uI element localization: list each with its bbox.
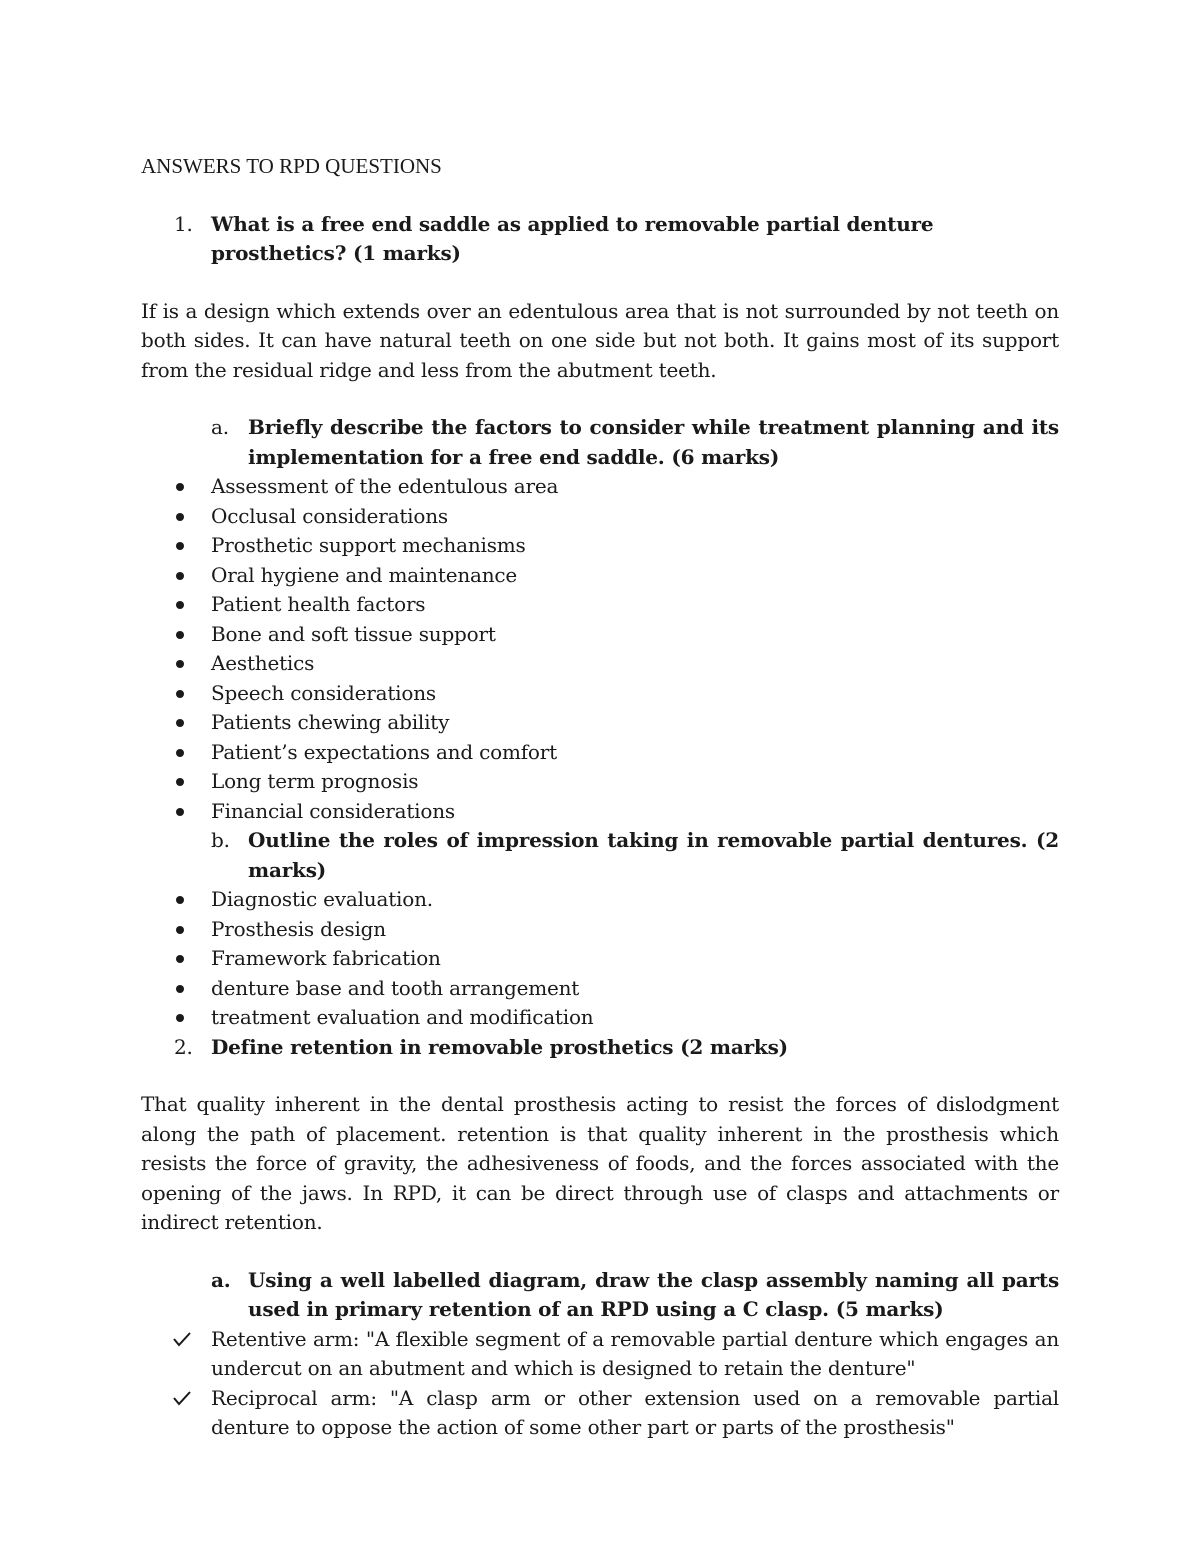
list-item-text: Speech considerations [211,680,436,705]
bullet-icon [176,483,184,491]
question-2-text: Define retention in removable prosthetics (2 marks) [211,1034,788,1059]
question-2 [141,1033,1059,1063]
list-item [141,767,1059,797]
bullet-icon [176,631,184,639]
bullet-icon [176,1014,184,1022]
question-2a [141,1266,1059,1325]
list-item-text: Patient health factors [211,592,426,616]
question-1a-text: Briefly describe the factors to consider while treatment planning and its implementation for a free end saddle. (6 marks) [248,415,1059,469]
list-item-text: Retentive arm: "A flexible segment of a removable partial denture which engages an undercut on an abutment and which is designed to retain the denture" [211,1326,1059,1380]
question-2a-text: Using a well labelled diagram, draw the clasp assembly naming all parts used in primary retention of an RPD using a C clasp. (5 marks) [248,1267,1059,1321]
question-1-number: 1. [174,211,193,236]
list-item [141,679,1059,709]
question-1a-letter: a. [211,415,229,439]
bullet-icon [176,513,184,521]
list-item [141,1003,1059,1033]
list-item [141,797,1059,827]
bullet-icon [176,690,184,698]
bullet-icon [176,572,184,580]
list-item [141,885,1059,915]
question-1-answer: If is a design which extends over an edentulous area that is not surrounded by not teeth on both sides. It can have natural teeth on one side but not both. It gains most of its support from the residual ridge and less from the abutment teeth. [141,298,1059,382]
list-item-text: Aesthetics [211,651,315,675]
list-item-text: Patient’s expectations and comfort [211,739,557,764]
bullet-icon [176,896,184,904]
checkmark-icon [172,1390,192,1406]
list-item-text: Bone and soft tissue support [211,621,496,646]
list-item [141,738,1059,768]
question-1b-text: Outline the roles of impression taking in removable partial dentures. (2 marks) [248,828,1059,882]
bullet-icon [176,719,184,727]
document-page [141,152,1059,1443]
checkmark-icon [172,1331,192,1347]
question-2a-check-list [141,1325,1059,1443]
question-1-text: What is a free end saddle as applied to removable partial denture prosthetics? (1 marks) [211,211,934,265]
list-item [141,590,1059,620]
list-item [141,472,1059,502]
list-item-text: Patients chewing ability [211,710,450,734]
list-item-text: Assessment of the edentulous area [211,474,559,498]
list-item [141,561,1059,591]
list-item [141,1325,1059,1384]
bullet-icon [176,808,184,816]
bullet-icon [176,926,184,934]
list-item-text: Framework fabrication [211,946,441,970]
list-item-text: denture base and tooth arrangement [211,975,580,1000]
question-1a [141,413,1059,472]
bullet-icon [176,660,184,668]
list-item-text: Prosthetic support mechanisms [211,533,526,557]
bullet-icon [176,542,184,550]
list-item [141,502,1059,532]
list-item [141,620,1059,650]
bullet-icon [176,985,184,993]
list-item [141,531,1059,561]
list-item-text: Long term prognosis [211,769,419,793]
list-item-text: Reciprocal arm: "A clasp arm or other extension used on a removable partial denture to oppose the action of some other part or parts of the prosthesis" [211,1385,1059,1439]
question-1 [141,210,1059,269]
document-title: ANSWERS TO RPD QUESTIONS [141,154,442,178]
list-item [141,974,1059,1004]
bullet-icon [176,778,184,786]
question-1a-bullet-list [141,472,1059,826]
list-item-text: Diagnostic evaluation. [211,887,433,911]
question-2-answer: That quality inherent in the dental prosthesis acting to resist the forces of dislodgment along the path of placement. retention is that quality inherent in the prosthesis which resists the force of gravity, the adhesiveness of foods, and the forces associated with the opening of the jaws. In RPD, it can be direct through use of clasps and attachments or indirect retention. [141,1092,1059,1234]
list-item-text: Financial considerations [211,798,455,823]
list-item-text: treatment evaluation and modification [211,1005,594,1029]
question-1b [141,826,1059,885]
list-item [141,649,1059,679]
question-1b-letter: b. [211,828,230,852]
bullet-icon [176,601,184,609]
bullet-icon [176,749,184,757]
list-item [141,915,1059,945]
list-item [141,708,1059,738]
list-item [141,944,1059,974]
list-item-text: Occlusal considerations [211,503,448,528]
list-item-text: Prosthesis design [211,916,386,941]
question-2a-letter: a. [211,1267,231,1292]
question-2-number: 2. [174,1034,193,1059]
question-1b-bullet-list [141,885,1059,1033]
bullet-icon [176,955,184,963]
list-item [141,1384,1059,1443]
list-item-text: Oral hygiene and maintenance [211,562,518,587]
